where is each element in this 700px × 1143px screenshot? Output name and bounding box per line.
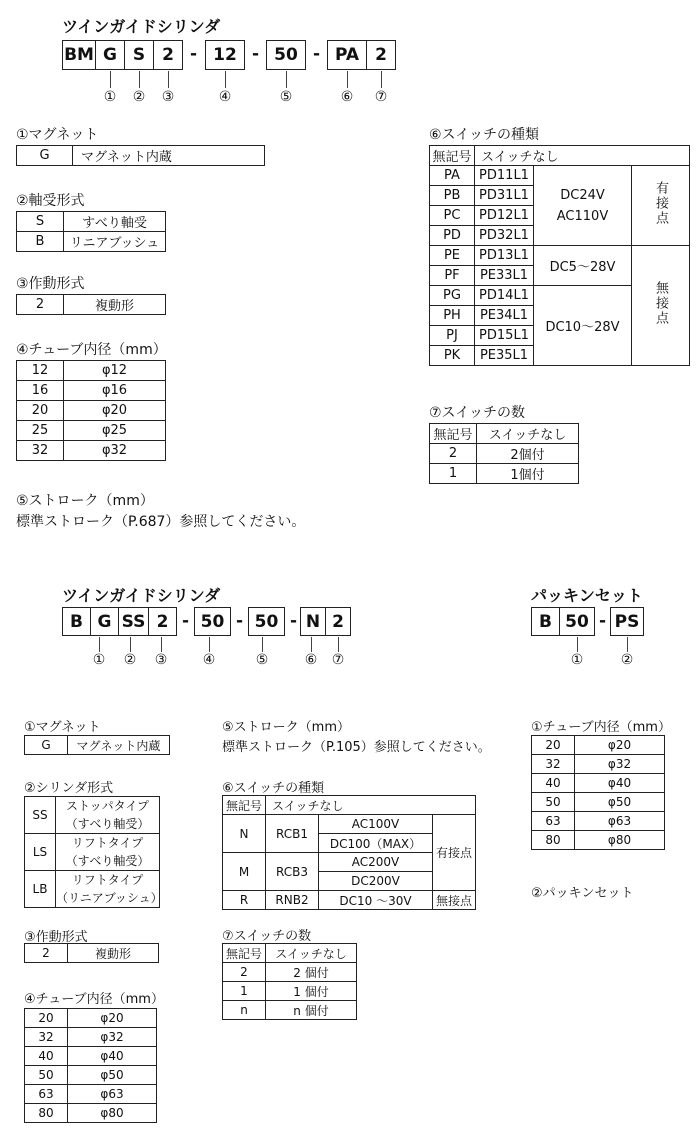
marker-4: ④ xyxy=(202,652,216,668)
marker-4: ④ xyxy=(218,89,232,105)
model-cell: PD12L1 xyxy=(475,206,534,226)
table-row xyxy=(25,1085,157,1104)
table-row xyxy=(25,944,159,963)
table-row xyxy=(223,944,357,963)
desc-cell: すべり軸受 xyxy=(64,212,166,232)
code-cell: 20 xyxy=(532,736,575,755)
code-cell: 2 xyxy=(25,944,68,963)
table-row xyxy=(223,1001,357,1020)
desc-cell: φ32 xyxy=(64,441,166,461)
top-tick xyxy=(168,71,169,88)
voltage-cell: AC200V xyxy=(319,853,433,872)
table-row xyxy=(223,982,357,1001)
voltage-cell: DC10～28V xyxy=(534,286,632,366)
desc-line: リフトタイプ xyxy=(71,836,144,850)
marker-5: ⑤ xyxy=(255,652,269,668)
bottom-action-heading: ③作動形式 xyxy=(24,930,88,945)
model-cell: RCB3 xyxy=(266,853,319,891)
table-row xyxy=(17,212,166,232)
top-switch-table xyxy=(429,145,690,366)
top-magnet-table xyxy=(16,145,265,166)
bottom-tick xyxy=(311,637,312,652)
top-tick xyxy=(139,71,140,88)
header-cell: 無記号 xyxy=(223,944,266,963)
desc-cell: φ40 xyxy=(575,774,665,793)
bottom-dash-3: - xyxy=(290,611,298,631)
table-row xyxy=(25,1028,157,1047)
desc-cell: φ20 xyxy=(575,736,665,755)
bottom-switch-heading: ⑥スイッチの種類 xyxy=(222,781,325,796)
model-cell: PD32L1 xyxy=(475,226,534,246)
table-row xyxy=(532,812,665,831)
bottom-bore-heading: ④チューブ内径（mm） xyxy=(24,992,164,1007)
code-cell: S xyxy=(17,212,64,232)
top-tick xyxy=(286,71,287,88)
marker-1: ① xyxy=(92,652,106,668)
desc-cell: φ32 xyxy=(575,755,665,774)
table-row xyxy=(25,871,160,908)
top-box-stroke: 50 xyxy=(266,40,306,70)
code-cell: SS xyxy=(25,797,56,834)
desc-cell: φ80 xyxy=(575,831,665,850)
desc-line: リフトタイプ xyxy=(71,873,144,887)
desc-cell: リニアブッシュ xyxy=(64,232,166,252)
code-cell: 40 xyxy=(25,1047,68,1066)
model-cell: PE33L1 xyxy=(475,266,534,286)
marker-3: ③ xyxy=(161,89,175,105)
bottom-cylinder-heading: ②シリンダ形式 xyxy=(24,781,114,796)
table-row xyxy=(430,464,579,484)
bottom-cylinder-table xyxy=(24,796,163,908)
table-row xyxy=(17,421,166,441)
bottom-box-switch: N xyxy=(300,607,326,636)
code-cell: 63 xyxy=(25,1085,68,1104)
model-cell: RNB2 xyxy=(266,891,319,910)
table-row xyxy=(17,381,166,401)
bottom-box-series: B xyxy=(62,607,91,636)
bottom-tick xyxy=(262,637,263,652)
model-cell: PD13L1 xyxy=(475,246,534,266)
table-row xyxy=(17,146,265,166)
code-cell: n xyxy=(223,1001,266,1020)
voltage-cell: DC100（MAX） xyxy=(319,834,433,853)
code-cell: 2 xyxy=(430,444,477,464)
top-tick xyxy=(110,71,111,88)
top-box-action: 2 xyxy=(153,40,183,70)
top-box-bore: 12 xyxy=(205,40,245,70)
model-cell: PD31L1 xyxy=(475,186,534,206)
desc-cell: φ63 xyxy=(575,812,665,831)
code-cell: 32 xyxy=(532,755,575,774)
bottom-tick xyxy=(338,637,339,652)
bottom-dash-2: - xyxy=(236,611,244,631)
contact-cell xyxy=(632,246,690,366)
table-row xyxy=(17,361,166,381)
code-cell: PG xyxy=(430,286,475,306)
marker-7: ⑦ xyxy=(374,89,388,105)
code-cell: LS xyxy=(25,834,56,871)
marker-1: ① xyxy=(570,652,584,668)
code-cell: N xyxy=(223,815,266,853)
packing-box-bore: 50 xyxy=(559,607,595,636)
top-dash-2: - xyxy=(252,44,260,64)
header-cell: 無記号 xyxy=(430,146,475,166)
header-cell: スイッチなし xyxy=(477,424,579,444)
header-cell: スイッチなし xyxy=(475,146,690,166)
code-cell: M xyxy=(223,853,266,891)
table-row xyxy=(532,774,665,793)
code-cell: G xyxy=(25,736,68,755)
model-cell: PE34L1 xyxy=(475,306,534,326)
code-cell: 40 xyxy=(532,774,575,793)
top-box-bearing: S xyxy=(124,40,154,70)
table-row xyxy=(25,1009,157,1028)
code-cell: 32 xyxy=(17,441,64,461)
desc-cell xyxy=(56,871,163,908)
desc-cell: 複動形 xyxy=(68,944,159,963)
top-box-magnet: G xyxy=(95,40,125,70)
table-row xyxy=(25,1104,157,1123)
top-action-heading: ③作動形式 xyxy=(16,276,85,292)
code-cell: 80 xyxy=(25,1104,68,1123)
desc-cell xyxy=(56,834,160,871)
bottom-count-heading: ⑦スイッチの数 xyxy=(222,929,312,944)
code-cell: PD xyxy=(430,226,475,246)
desc-cell: φ80 xyxy=(68,1104,157,1123)
table-row xyxy=(17,295,166,315)
bottom-box-magnet: G xyxy=(90,607,119,636)
model-cell: PE35L1 xyxy=(475,346,534,366)
desc-cell: φ32 xyxy=(68,1028,157,1047)
desc-cell: 2個付 xyxy=(477,444,579,464)
top-title: ツインガイドシリンダ xyxy=(62,17,221,36)
code-cell: PA xyxy=(430,166,475,186)
voltage-text: AC110V xyxy=(556,208,609,224)
desc-line: （すべり軸受） xyxy=(65,854,150,868)
top-count-heading: ⑦スイッチの数 xyxy=(429,405,525,421)
code-cell: PB xyxy=(430,186,475,206)
desc-cell: φ20 xyxy=(68,1009,157,1028)
bottom-box-cylinder: SS xyxy=(118,607,149,636)
table-row xyxy=(532,793,665,812)
voltage-cell: AC100V xyxy=(319,815,433,834)
voltage-cell: DC5～28V xyxy=(534,246,632,286)
table-row xyxy=(25,797,160,834)
desc-line: （すべり軸受） xyxy=(65,817,150,831)
contact-text: 無接点 xyxy=(653,281,668,326)
desc-cell: φ40 xyxy=(68,1047,157,1066)
contact-cell: 無接点 xyxy=(433,891,476,910)
code-cell: PH xyxy=(430,306,475,326)
table-row xyxy=(17,441,166,461)
bottom-box-bore: 50 xyxy=(194,607,231,636)
desc-cell: φ25 xyxy=(64,421,166,441)
table-row xyxy=(25,1047,157,1066)
model-cell: PD14L1 xyxy=(475,286,534,306)
top-tick xyxy=(225,71,226,88)
code-cell: 50 xyxy=(25,1066,68,1085)
code-cell: PK xyxy=(430,346,475,366)
code-cell: 32 xyxy=(25,1028,68,1047)
bottom-count-table xyxy=(222,943,357,1020)
desc-cell: φ16 xyxy=(64,381,166,401)
marker-7: ⑦ xyxy=(331,652,345,668)
bottom-tick xyxy=(209,637,210,652)
bottom-magnet-heading: ①マグネット xyxy=(24,720,101,735)
top-tick xyxy=(381,71,382,88)
table-row xyxy=(532,755,665,774)
code-cell: 50 xyxy=(532,793,575,812)
table-row xyxy=(430,246,690,266)
top-dash-3: - xyxy=(313,44,321,64)
contact-cell: 有接点 xyxy=(433,815,476,891)
desc-line: ストッパタイプ xyxy=(65,799,150,813)
top-stroke-text: 標準ストローク（P.687）参照してください。 xyxy=(16,514,306,530)
packing-dash: - xyxy=(599,611,607,631)
desc-cell xyxy=(56,797,160,834)
table-row xyxy=(223,796,476,815)
top-box-series: BM xyxy=(62,40,96,70)
table-row xyxy=(430,166,690,186)
bottom-stroke-text: 標準ストローク（P.105）参照してください。 xyxy=(222,740,491,755)
desc-cell: φ20 xyxy=(64,401,166,421)
top-magnet-heading: ①マグネット xyxy=(16,127,99,143)
top-tick xyxy=(347,71,348,88)
table-row xyxy=(430,424,579,444)
desc-cell: φ63 xyxy=(68,1085,157,1104)
desc-cell: n 個付 xyxy=(266,1001,357,1020)
code-cell: 1 xyxy=(223,982,266,1001)
bottom-action-table xyxy=(24,943,159,963)
code-cell: 1 xyxy=(430,464,477,484)
bottom-box-action: 2 xyxy=(148,607,177,636)
marker-2: ② xyxy=(123,652,137,668)
code-cell: PE xyxy=(430,246,475,266)
code-cell: G xyxy=(17,146,73,166)
header-cell: スイッチなし xyxy=(266,944,357,963)
header-cell: 無記号 xyxy=(430,424,477,444)
packing-tick xyxy=(627,637,628,652)
voltage-text: DC24V xyxy=(560,187,605,203)
code-cell: 20 xyxy=(25,1009,68,1028)
marker-6: ⑥ xyxy=(340,89,354,105)
table-row xyxy=(223,815,476,834)
desc-cell: マグネット内蔵 xyxy=(73,146,265,166)
bottom-title: ツインガイドシリンダ xyxy=(62,586,221,605)
bottom-bore-table xyxy=(24,1008,157,1123)
top-bore-heading: ④チューブ内径（mm） xyxy=(16,342,167,358)
top-bore-table xyxy=(16,360,166,461)
bottom-tick xyxy=(130,637,131,652)
packing-tick xyxy=(577,637,578,652)
table-row xyxy=(25,834,160,871)
packing-bore-heading: ①チューブ内径（mm） xyxy=(531,720,671,735)
table-row xyxy=(430,146,690,166)
top-switch-heading: ⑥スイッチの種類 xyxy=(429,127,539,143)
desc-cell: マグネット内蔵 xyxy=(68,736,170,755)
model-cell: RCB1 xyxy=(266,815,319,853)
code-cell: R xyxy=(223,891,266,910)
code-cell: LB xyxy=(25,871,56,908)
table-row xyxy=(17,232,166,252)
table-row xyxy=(25,1066,157,1085)
marker-5: ⑤ xyxy=(279,89,293,105)
voltage-cell: DC200V xyxy=(319,872,433,891)
packing-set-label: ②パッキンセット xyxy=(531,886,634,901)
voltage-cell xyxy=(534,166,632,246)
header-cell: スイッチなし xyxy=(266,796,476,815)
desc-cell: 2 個付 xyxy=(266,963,357,982)
table-row xyxy=(430,444,579,464)
desc-cell: 複動形 xyxy=(64,295,166,315)
marker-3: ③ xyxy=(154,652,168,668)
desc-cell: φ12 xyxy=(64,361,166,381)
bottom-box-count: 2 xyxy=(325,607,351,636)
table-row xyxy=(17,401,166,421)
code-cell: 2 xyxy=(17,295,64,315)
code-cell: PJ xyxy=(430,326,475,346)
marker-2: ② xyxy=(620,652,634,668)
voltage-cell: DC10 ～30V xyxy=(319,891,433,910)
desc-cell: 1個付 xyxy=(477,464,579,484)
code-cell: 63 xyxy=(532,812,575,831)
top-count-table xyxy=(429,423,579,484)
table-row xyxy=(223,891,476,910)
code-cell: 80 xyxy=(532,831,575,850)
marker-2: ② xyxy=(132,89,146,105)
code-cell: 16 xyxy=(17,381,64,401)
packing-title: パッキンセット xyxy=(531,586,643,605)
table-row xyxy=(532,831,665,850)
packing-box-series: B xyxy=(531,607,560,636)
top-bearing-heading: ②軸受形式 xyxy=(16,193,85,209)
table-row xyxy=(25,736,170,755)
bottom-box-stroke: 50 xyxy=(248,607,285,636)
bottom-tick xyxy=(161,637,162,652)
bottom-switch-table xyxy=(222,795,476,910)
desc-cell: φ50 xyxy=(68,1066,157,1085)
bottom-dash-1: - xyxy=(182,611,190,631)
top-dash-1: - xyxy=(190,44,198,64)
code-cell: 25 xyxy=(17,421,64,441)
top-bearing-table xyxy=(16,211,166,252)
top-action-table xyxy=(16,294,166,315)
marker-1: ① xyxy=(103,89,117,105)
code-cell: PC xyxy=(430,206,475,226)
table-row xyxy=(532,736,665,755)
contact-text: 有接点 xyxy=(653,181,668,226)
header-cell: 無記号 xyxy=(223,796,266,815)
bottom-magnet-table xyxy=(24,735,170,755)
desc-line: （リニアブッシュ） xyxy=(56,891,163,905)
desc-cell: φ50 xyxy=(575,793,665,812)
packing-box-set: PS xyxy=(610,607,644,636)
model-cell: PD15L1 xyxy=(475,326,534,346)
code-cell: 20 xyxy=(17,401,64,421)
model-cell: PD11L1 xyxy=(475,166,534,186)
contact-cell xyxy=(632,166,690,246)
top-box-count: 2 xyxy=(366,40,396,70)
bottom-stroke-heading: ⑤ストローク（mm） xyxy=(222,720,350,735)
code-cell: B xyxy=(17,232,64,252)
bottom-tick xyxy=(99,637,100,652)
desc-cell: 1 個付 xyxy=(266,982,357,1001)
table-row xyxy=(223,963,357,982)
code-cell: 12 xyxy=(17,361,64,381)
code-cell: PF xyxy=(430,266,475,286)
code-cell: 2 xyxy=(223,963,266,982)
marker-6: ⑥ xyxy=(304,652,318,668)
packing-bore-table xyxy=(531,735,665,850)
top-stroke-heading: ⑤ストローク（mm） xyxy=(16,493,154,509)
top-box-switch: PA xyxy=(327,40,367,70)
